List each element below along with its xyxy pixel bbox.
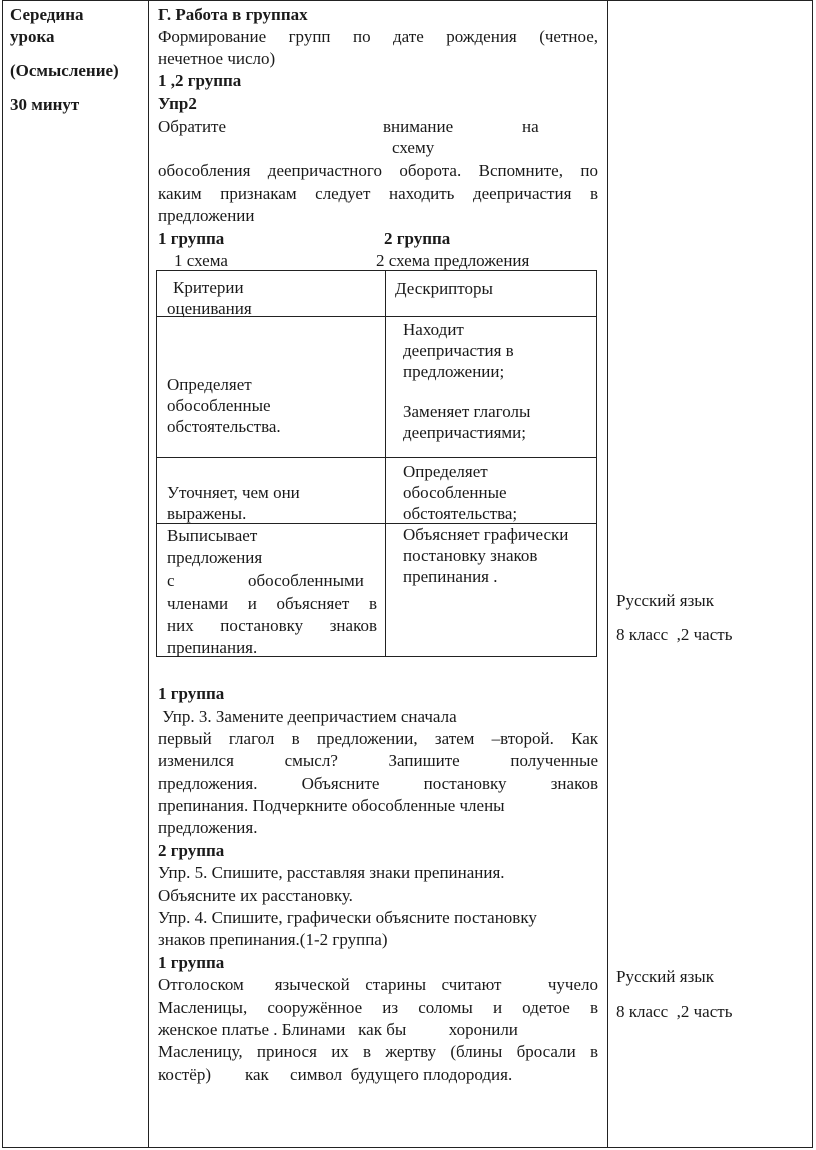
row3-criteria-line3a: с — [167, 571, 175, 590]
groups-label: 1 ,2 группа — [158, 71, 242, 90]
row3-descriptor: Объясняет графически постановку знаков препинания . — [403, 525, 569, 586]
text-line-4: Масленицу, принося их в жертву (блины бросали в — [158, 1042, 598, 1061]
ex3-line-2: первый глагол в предложении, затем –второй. Как — [158, 729, 598, 748]
ex3-line-4: предложения. Объясните постановку знаков — [158, 774, 598, 793]
row3-criteria-line4: членами и объясняет в — [167, 594, 377, 613]
ex3-line-5: препинания. Подчеркните обособленные члены — [158, 796, 505, 815]
exercise-2-label: Упр2 — [158, 94, 197, 113]
row2-descriptor: Определяет обособленные обстоятельства; — [403, 462, 518, 523]
text-line-3: женское платье . Блинами как бы хоронили — [158, 1020, 518, 1039]
group-2-scheme: 2 схема предложения — [376, 251, 530, 270]
duration-label: 30 минут — [10, 95, 80, 114]
text-line-2: Масленицы, сооружённое из соломы и одетое в — [158, 998, 598, 1017]
group-1-label: 1 группа — [158, 229, 225, 248]
ex5-line-2: Объясните их расстановку. — [158, 886, 353, 905]
section-heading: Г. Работа в группах — [158, 5, 308, 24]
ex2-word-1: Обратите — [158, 117, 227, 136]
group-1-label-c: 1 группа — [158, 953, 225, 972]
ex4-line-2: знаков препинания.(1-2 группа) — [158, 930, 388, 949]
assessment-table — [156, 270, 597, 657]
row3-criteria-line3b: обособленными — [248, 571, 364, 590]
text-line-5: костёр) как символ будущего плодородия. — [158, 1065, 513, 1084]
ex2-word-4: схему — [392, 138, 435, 157]
ex3-line-1: Упр. 3. Замените деепричастием сначала — [158, 707, 457, 726]
header-criteria: Критерии оценивания — [167, 278, 252, 318]
group-2-label: 2 группа — [384, 229, 451, 248]
row1-descriptor-a: Находит деепричастия в предложении; — [403, 320, 514, 381]
stage-label-line1: Середина — [10, 5, 84, 24]
column-divider-1 — [148, 1, 149, 1147]
ex2-line-3: обособления деепричастного оборота. Вспомните, по — [158, 161, 598, 180]
reference-2-subject: Русский язык — [616, 967, 714, 986]
row3-criteria-line6: препинания. — [167, 638, 258, 657]
ex3-line-6: предложения. — [158, 818, 258, 837]
assessment-column-divider — [385, 271, 386, 656]
row3-criteria-line1: Выписывает — [167, 526, 258, 545]
group-2-label-b: 2 группа — [158, 841, 225, 860]
column-divider-2 — [607, 1, 608, 1147]
ex2-word-3: на — [522, 117, 539, 136]
reference-1-subject: Русский язык — [616, 591, 714, 610]
ex4-line-1: Упр. 4. Спишите, графически объясните постановку — [158, 908, 537, 927]
ex2-word-2: внимание — [383, 117, 454, 136]
stage-sub-label: (Осмысление) — [10, 61, 119, 80]
assessment-row-divider-2 — [157, 457, 596, 458]
group-1-label-b: 1 группа — [158, 684, 225, 703]
row2-criteria: Уточняет, чем они выражены. — [167, 483, 300, 523]
ex5-line-1: Упр. 5. Спишите, расставляя знаки препинания. — [158, 863, 505, 882]
intro-line-1: Формирование групп по дате рождения (четное, — [158, 27, 598, 46]
group-1-scheme: 1 схема — [174, 251, 228, 270]
ex2-line-5: предложении — [158, 206, 255, 225]
text-line-1: Отголоском языческой старины считают чучело — [158, 975, 598, 994]
row1-criteria: Определяет обособленные обстоятельства. — [167, 375, 281, 436]
stage-label-line2: урока — [10, 27, 55, 46]
ex2-line-4: каким признакам следует находить деепричастия в — [158, 184, 598, 203]
header-descriptors: Дескрипторы — [395, 279, 493, 298]
row1-descriptor-b: Заменяет глаголы деепричастиями; — [403, 402, 531, 442]
row3-criteria-line2: предложения — [167, 548, 263, 567]
reference-1-class: 8 класс ,2 часть — [616, 625, 733, 644]
intro-line-2: нечетное число) — [158, 49, 276, 68]
row3-criteria-line5: них постановку знаков — [167, 616, 377, 635]
ex3-line-3: изменился смысл? Запишите полученные — [158, 751, 598, 770]
reference-2-class: 8 класс ,2 часть — [616, 1002, 733, 1021]
